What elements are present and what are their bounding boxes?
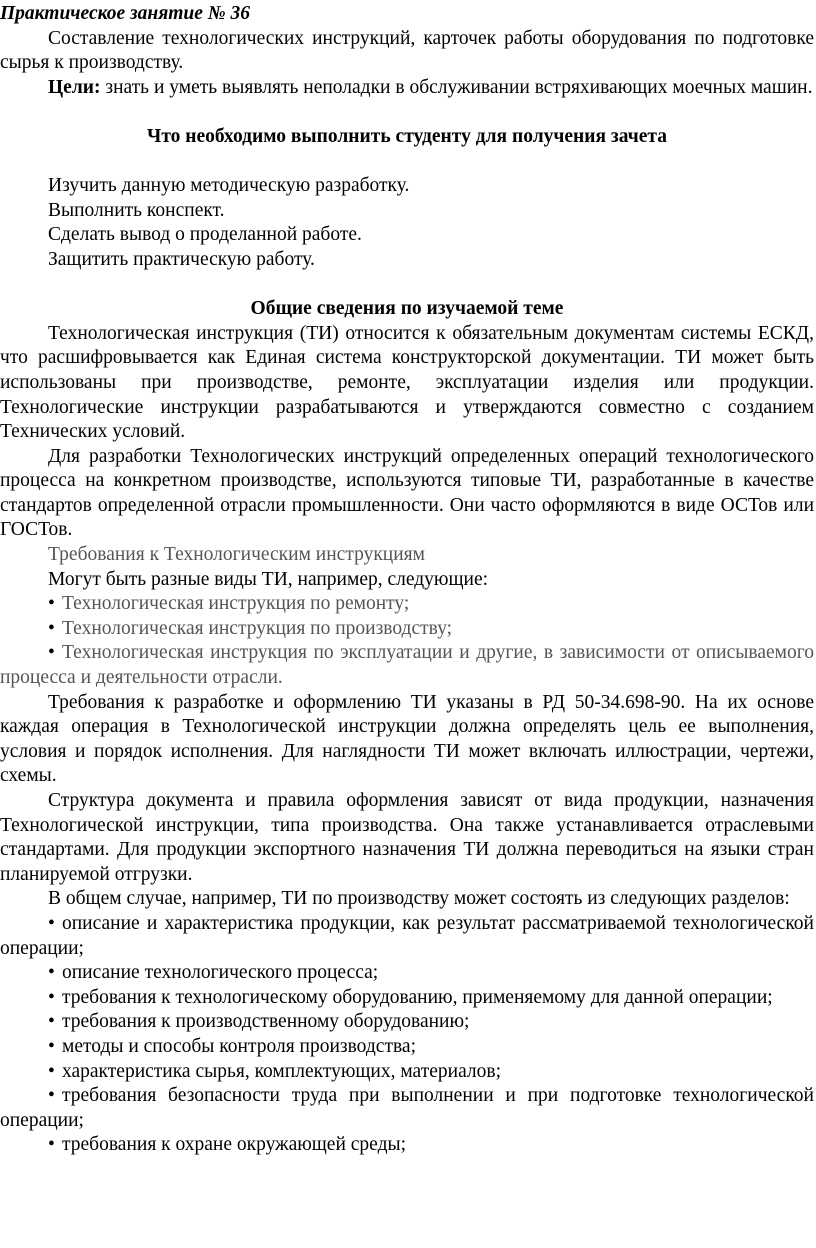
bullet-icon: • [48,1085,55,1107]
requirements-heading: Что необходимо выполнить студенту для получения зачета [147,125,667,147]
bullet-icon: • [48,986,55,1008]
paragraph-2: Для разработки Технологических инструкций определенных операций технологического процесса на конкретном производстве, используются типовые ТИ, разработанные в качестве стандартов определенной отрасли промышленности. Они часто оформляются в виде ОСТов или ГОСТов. [0,445,814,541]
bullet-icon: • [48,962,55,984]
types-intro: Могут быть разные виды ТИ, например, следующие: [48,568,489,590]
task-item: Выполнить конспект. [48,199,225,221]
list-item: • описание технологического процесса; [0,961,814,986]
list-item: • требования к производственному оборудованию; [0,1010,814,1035]
bullet-icon: • [48,642,55,664]
task-item: Сделать вывод о проделанной работе. [48,224,362,246]
task-list [0,174,814,272]
bullet-icon: • [48,1035,55,1057]
task-item: Защитить практическую работу. [48,248,315,270]
list-item: • характеристика сырья, комплектующих, материалов; [0,1060,814,1085]
task-item: Изучить данную методическую разработку. [48,175,410,197]
bullet-icon: • [48,1060,55,1082]
lesson-subject: Составление технологических инструкций, карточек работы оборудования по подготовке сырья к производству. [0,27,814,74]
goals-text: знать и уметь выявлять неполадки в обслуживании встряхивающих моечных машин. [100,76,813,98]
types-list [0,592,814,690]
paragraph-1: Технологическая инструкция (ТИ) относится к обязательным документам системы ЕСКД, что расшифровывается как Единая система конструкторской документации. ТИ может быть использованы при производстве, ремонте, эксплуатации изделия или продукции. Технологические инструкции разрабатываются и утверждаются совместно с созданием Технических условий. [0,322,814,443]
list-item: • методы и способы контроля производства; [0,1035,814,1060]
list-item: • Технологическая инструкция по ремонту; [0,592,814,617]
list-item: • описание и характеристика продукции, как результат рассматриваемой технологической операции; [0,912,814,959]
paragraph-5: В общем случае, например, ТИ по производству может состоять из следующих разделов: [48,888,790,910]
bullet-icon: • [48,593,55,615]
goals-label: Цели: [48,76,101,98]
list-item: • требования к технологическому оборудованию, применяемому для данной операции; [0,986,814,1011]
list-item: • Технологическая инструкция по эксплуатации и другие, в зависимости от описываемого процесса и деятельности отрасли. [0,642,814,689]
lesson-goals [0,76,814,101]
list-item: • Технологическая инструкция по производству; [0,617,814,642]
bullet-icon: • [48,617,55,639]
requirements-subheading: Требования к Технологическим инструкциям [48,544,425,566]
bullet-icon: • [48,1011,55,1033]
general-heading: Общие сведения по изучаемой теме [250,298,564,320]
bullet-icon: • [48,912,55,934]
bullet-icon: • [48,1134,55,1156]
paragraph-3: Требования к разработке и оформлению ТИ указаны в РД 50-34.698-90. На их основе каждая операция в Технологической инструкции должна определять цель ее выполнения, условия и порядок исполнения. Для наглядности ТИ может включать иллюстрации, чертежи, схемы. [0,691,814,787]
paragraph-4: Структура документа и правила оформления зависят от вида продукции, назначения Технологической инструкции, типа производства. Она также устанавливается отраслевыми стандартами. Для продукции экспортного назначения ТИ должна переводиться на языки стран планируемой отгрузки. [0,790,814,885]
sections-list [0,912,814,1158]
lesson-title: Практическое занятие № 36 [0,3,251,24]
list-item: • требования безопасности труда при выполнении и при подготовке технологической операции; [0,1085,814,1131]
list-item: • требования к охране окружающей среды; [0,1133,814,1158]
